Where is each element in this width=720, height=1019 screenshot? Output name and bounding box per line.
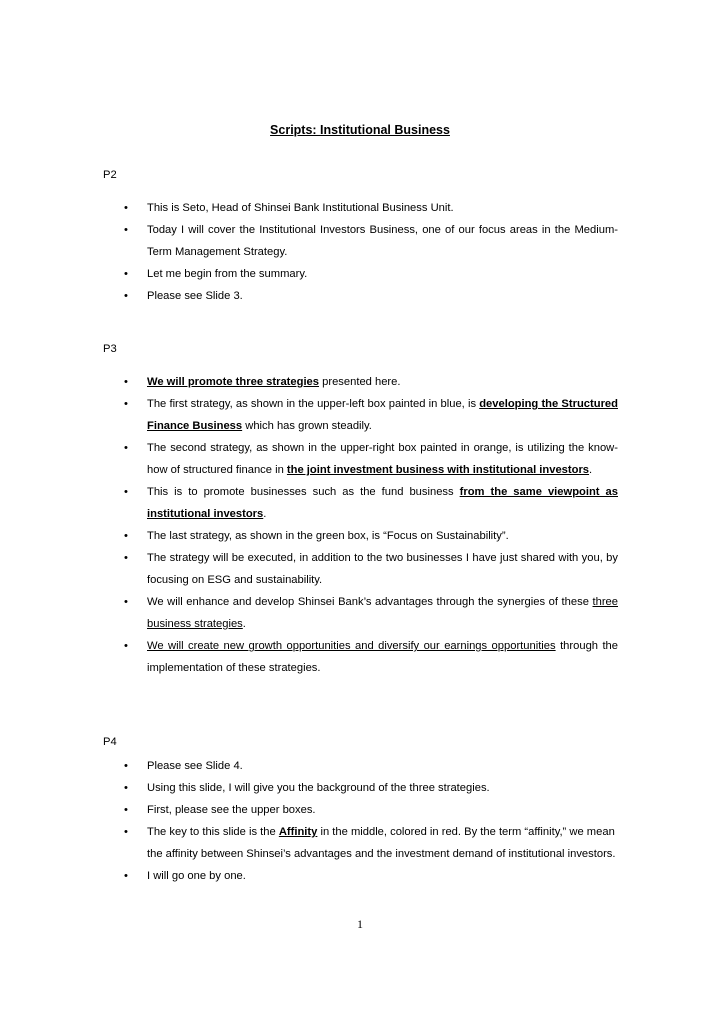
- section-label: P2: [103, 169, 117, 181]
- list-item: • Let me begin from the summary.: [103, 263, 618, 285]
- list-item: • Please see Slide 3.: [103, 285, 618, 307]
- list-item: • Please see Slide 4.: [103, 755, 618, 777]
- section-label: P4: [103, 736, 117, 748]
- section-p2: [103, 167, 618, 307]
- body-text: .: [242, 618, 246, 630]
- list-item: [103, 821, 618, 865]
- body-text: which has grown steadily.: [242, 420, 372, 432]
- emphasis-text: We will promote three strategies: [147, 376, 320, 388]
- body-text: The key to this slide is the: [147, 826, 279, 838]
- body-text: presented here.: [319, 376, 401, 388]
- body-text: The second strategy, as shown in the upper-right box painted in orange, is utilizing the know-how of structured finance in: [147, 442, 618, 476]
- body-text: .: [263, 508, 267, 520]
- list-item: • The last strategy, as shown in the green box, is “Focus on Sustainability”.: [103, 525, 618, 547]
- section-p4: [103, 734, 618, 887]
- body-text: through the implementation of these strategies.: [147, 640, 619, 674]
- list-item: • Today I will cover the Institutional Investors Business, one of our focus areas in the Medium-Term Management Strategy.: [103, 219, 618, 263]
- body-text: .: [589, 464, 593, 476]
- section-label: P3: [103, 343, 117, 355]
- list-item: [103, 481, 618, 525]
- emphasis-text: from the same viewpoint as institutional investors: [147, 486, 618, 520]
- list-item: • I will go one by one.: [103, 865, 618, 887]
- list-item: [103, 371, 618, 393]
- underlined-text: three business strategies: [147, 596, 618, 630]
- body-text: This is to promote businesses such as the fund business: [147, 486, 460, 498]
- list-item: • This is Seto, Head of Shinsei Bank Institutional Business Unit.: [103, 197, 618, 219]
- list-item: • First, please see the upper boxes.: [103, 799, 618, 821]
- emphasis-text: developing the Structured Finance Business: [147, 398, 618, 432]
- body-text: The first strategy, as shown in the upper-left box painted in blue, is: [147, 398, 480, 410]
- bullet-list: [103, 197, 618, 307]
- underlined-text: We will create new growth opportunities and diversify our earnings opportunities: [147, 640, 556, 652]
- bullet-list: [103, 371, 618, 679]
- page-number: 1: [357, 917, 363, 931]
- list-item: [103, 591, 618, 635]
- emphasis-text: the joint investment business with institutional investors: [286, 464, 590, 476]
- body-text: in the middle, colored in red. By the term “affinity,” we mean the affinity between Shinsei’s advantages and the investment demand of institutional investors.: [147, 826, 616, 860]
- bullet-list: [103, 755, 618, 887]
- list-item: [103, 437, 618, 481]
- section-p3: [103, 341, 618, 679]
- list-item: [103, 635, 618, 679]
- emphasis-text: Affinity: [278, 826, 318, 838]
- list-item: • Using this slide, I will give you the background of the three strategies.: [103, 777, 618, 799]
- list-item: [103, 393, 618, 437]
- list-item: • The strategy will be executed, in addition to the two businesses I have just shared with you, by focusing on ESG and sustainability.: [103, 547, 618, 591]
- document-title: Scripts: Institutional Business: [270, 123, 450, 137]
- body-text: We will enhance and develop Shinsei Bank’s advantages through the synergies of these: [147, 596, 593, 608]
